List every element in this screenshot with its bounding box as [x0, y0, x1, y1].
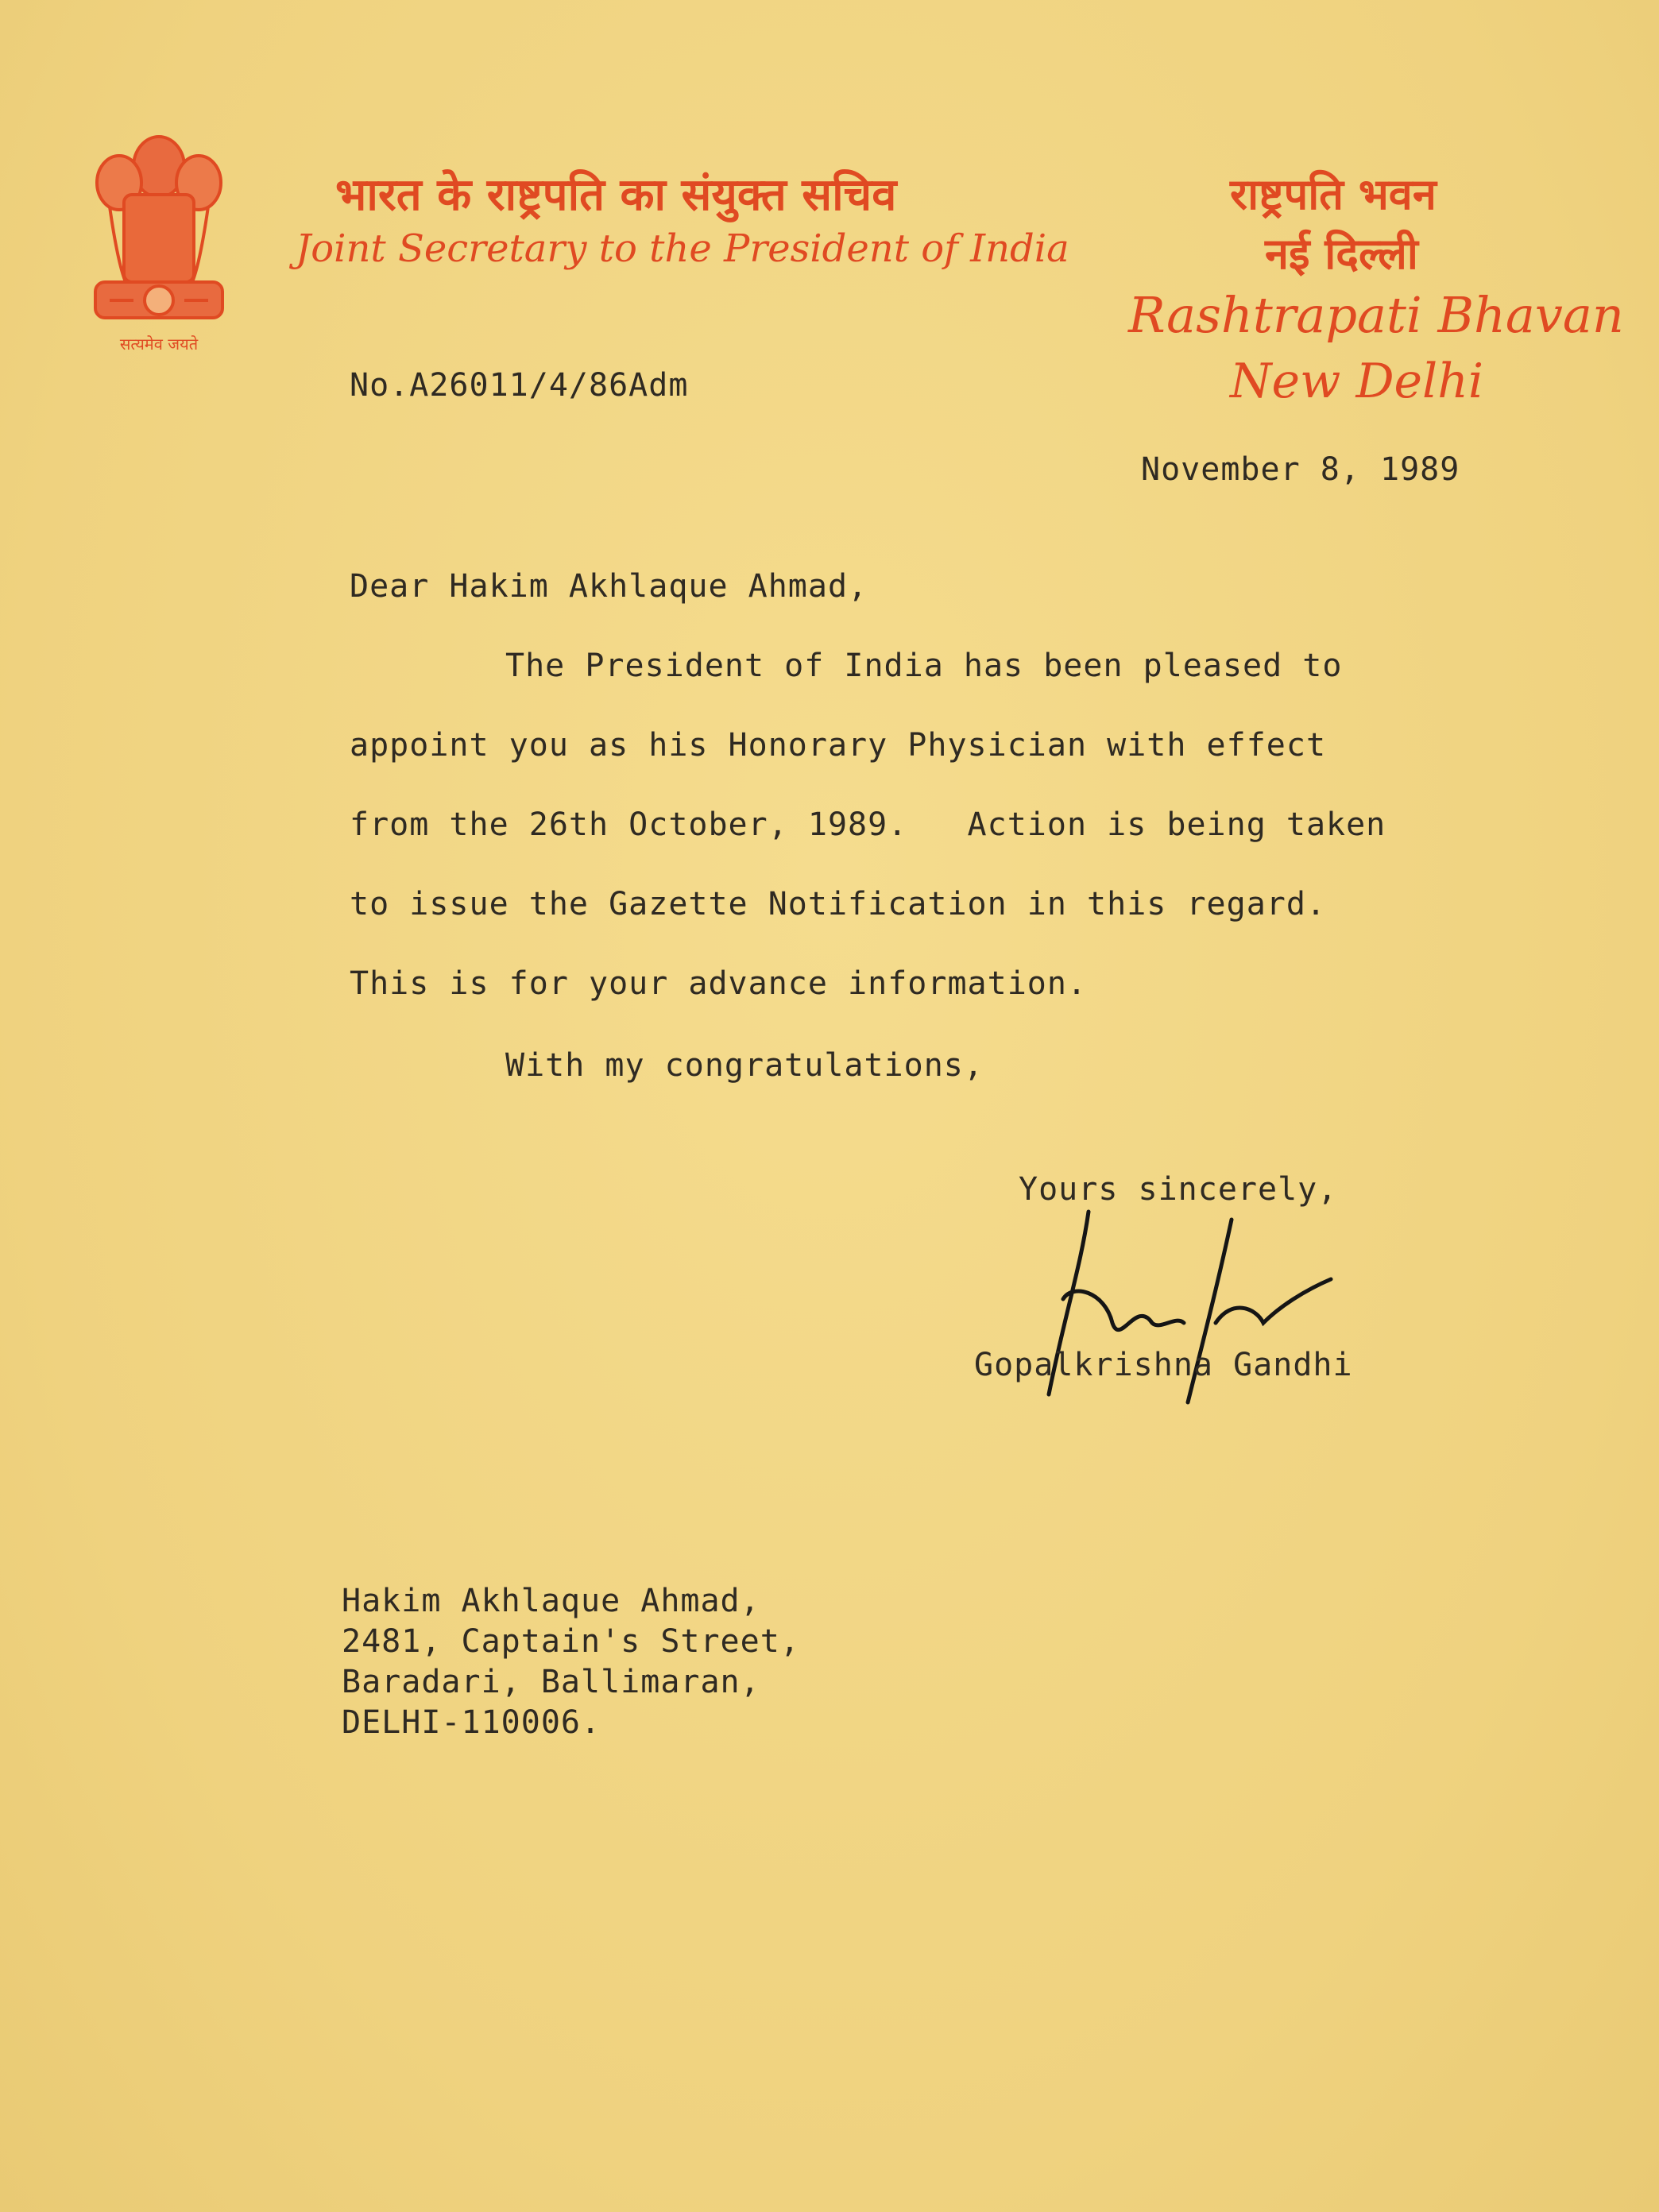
body-line: to issue the Gazette Notification in this regard. — [350, 886, 1327, 922]
sign-off: Yours sincerely, — [1019, 1171, 1338, 1208]
letterhead-title-hindi: भारत के राष्ट्रपति का संयुक्त सचिव — [335, 169, 897, 221]
letterhead-place-hindi-line1: राष्ट्रपति भवन — [1230, 169, 1437, 219]
letter-date: November 8, 1989 — [1141, 451, 1460, 488]
reference-number: No.A26011/4/86Adm — [350, 367, 689, 404]
address-line: 2481, Captain's Street, — [342, 1623, 800, 1660]
closing-line: With my congratulations, — [505, 1047, 984, 1084]
national-emblem-icon — [86, 119, 233, 358]
signer-name: Gopalkrishna Gandhi — [974, 1347, 1353, 1383]
letterhead-place-english-line1: Rashtrapati Bhavan — [1128, 286, 1624, 344]
emblem-motto: सत्यमेव जयते — [119, 335, 199, 354]
letterhead-place-hindi-line2: नई दिल्ली — [1265, 229, 1418, 279]
body-line: This is for your advance information. — [350, 965, 1088, 1002]
letterhead-title-english: Joint Secretary to the President of India — [296, 226, 1069, 271]
address-line: DELHI-110006. — [342, 1704, 601, 1741]
address-line: Baradari, Ballimaran, — [342, 1664, 760, 1700]
salutation: Dear Hakim Akhlaque Ahmad, — [350, 568, 868, 605]
address-line: Hakim Akhlaque Ahmad, — [342, 1583, 760, 1619]
body-line: appoint you as his Honorary Physician with effect — [350, 727, 1327, 764]
body-line: from the 26th October, 1989. Action is being taken — [350, 806, 1386, 843]
letterhead-place-english-line2: New Delhi — [1230, 354, 1484, 409]
body-line: The President of India has been pleased to — [505, 648, 1343, 684]
